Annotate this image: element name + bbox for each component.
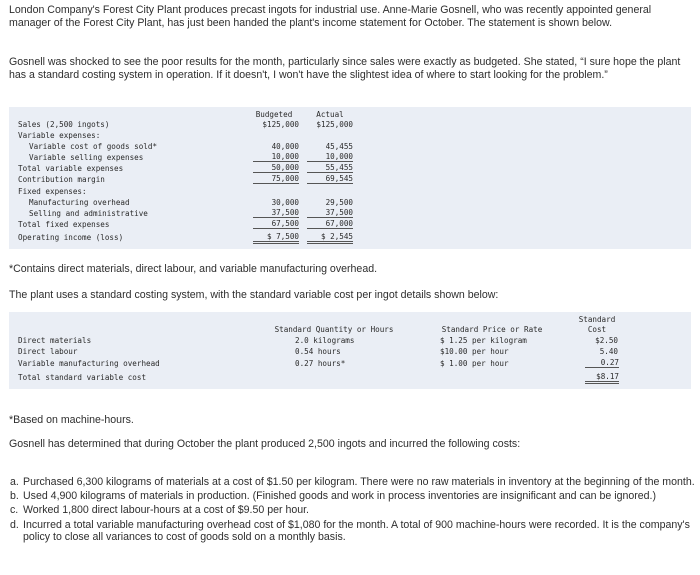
intro-paragraph-2: Gosnell was shocked to see the poor results for the month, particularly since sales were exactly as budgeted. She stated, “I sure hope the plant has a standard costing system in operation. If it doesn't, I won't have the slightest idea of where to start looking for the problem.”: [9, 56, 681, 81]
list-item-text: Used 4,900 kilograms of materials in production. (Finished goods and work in process inventories are insignificant and can be ignored.): [23, 490, 657, 503]
budgeted-variable-selling: 10,000: [253, 152, 299, 162]
quantity-direct-labour: 0.54 hours: [295, 347, 341, 356]
list-item: [10, 490, 700, 503]
row-label-variable-cogs: Variable cost of goods sold*: [29, 142, 158, 151]
budgeted-total-variable: 50,000: [253, 163, 299, 173]
list-item-text: Purchased 6,300 kilograms of materials at a cost of $1.50 per kilogram. There were no raw materials in inventory at the beginning of the month.: [23, 476, 695, 488]
row-label-manufacturing-overhead: Manufacturing overhead: [29, 198, 130, 207]
list-marker: d.: [10, 518, 19, 531]
budgeted-contribution-margin: 75,000: [253, 174, 299, 184]
row-label-contribution-margin: Contribution margin: [18, 175, 105, 184]
budgeted-manufacturing-overhead: 30,000: [271, 198, 299, 207]
col-header-cost-1: Standard: [578, 315, 616, 324]
cost-direct-materials: $2.50: [595, 336, 618, 345]
cost-items-list: [9, 476, 700, 545]
list-marker: a.: [10, 476, 19, 488]
actual-contribution-margin: 69,545: [307, 174, 353, 184]
row-label-total-fixed: Total fixed expenses: [18, 220, 110, 229]
row-label-sales: Sales (2,500 ingots): [18, 120, 110, 129]
list-item: [10, 476, 700, 488]
col-header-actual: Actual: [316, 110, 344, 119]
price-direct-materials: $ 1.25 per kilogram: [440, 336, 527, 345]
col-header-budgeted: Budgeted: [255, 110, 293, 119]
row-label-total-variable: Total variable expenses: [18, 164, 124, 173]
standard-cost-table: [9, 312, 691, 389]
actual-variable-cogs: 45,455: [325, 142, 353, 151]
row-label-variable-expenses: Variable expenses:: [18, 131, 101, 140]
row-label-total-standard: Total standard variable cost: [18, 373, 147, 382]
budgeted-variable-cogs: 40,000: [271, 142, 299, 151]
row-label-selling-admin: Selling and administrative: [29, 209, 148, 218]
actual-manufacturing-overhead: 29,500: [325, 198, 353, 207]
cost-variable-overhead: 0.27: [585, 358, 619, 368]
list-item: [10, 504, 700, 517]
footnote-contains: *Contains direct materials, direct labour, and variable manufacturing overhead.: [9, 263, 378, 275]
price-variable-overhead: $ 1.00 per hour: [440, 359, 509, 368]
row-label-variable-selling: Variable selling expenses: [29, 153, 144, 162]
actual-selling-admin: 37,500: [307, 208, 353, 218]
list-marker: b.: [10, 490, 19, 503]
list-item: [10, 518, 700, 543]
actual-variable-selling: 10,000: [307, 152, 353, 162]
col-header-price: Standard Price or Rate: [441, 325, 543, 334]
actual-sales: $125,000: [316, 120, 353, 129]
row-label-variable-overhead: Variable manufacturing overhead: [18, 359, 160, 368]
quantity-direct-materials: 2.0 kilograms: [295, 336, 355, 345]
actual-total-variable: 55,455: [307, 163, 353, 173]
price-direct-labour: $10.00 per hour: [440, 347, 509, 356]
list-item-text: Worked 1,800 direct labour-hours at a cost of $9.50 per hour.: [23, 504, 310, 517]
budgeted-operating-income: $ 7,500: [253, 232, 299, 244]
intro-paragraph-1: London Company's Forest City Plant produces precast ingots for industrial use. Anne-Marie Gosnell, who was recently appointed general manager of the Forest City Plant, has just been handed the plant's income statement for October. The statement is shown below.: [9, 4, 652, 29]
row-label-direct-labour: Direct labour: [18, 347, 78, 356]
actual-operating-income: $ 2,545: [307, 232, 353, 244]
budgeted-selling-admin: 37,500: [253, 208, 299, 218]
cost-direct-labour: 5.40: [599, 347, 618, 356]
cost-total-standard: $8.17: [585, 372, 619, 384]
budgeted-sales: $125,000: [262, 120, 299, 129]
row-label-direct-materials: Direct materials: [18, 336, 92, 345]
row-label-operating-income: Operating income (loss): [18, 233, 124, 242]
list-marker: c.: [10, 504, 19, 517]
budgeted-total-fixed: 67,500: [253, 219, 299, 229]
footnote-machine-hours: *Based on machine-hours.: [9, 414, 134, 426]
quantity-variable-overhead: 0.27 hours*: [295, 359, 346, 368]
actual-total-fixed: 67,000: [307, 219, 353, 229]
col-header-cost-2: Cost: [587, 325, 607, 334]
row-label-fixed-expenses: Fixed expenses:: [18, 187, 87, 196]
paragraph-october-costs: Gosnell has determined that during October the plant produced 2,500 ingots and incurred the following costs:: [9, 438, 521, 450]
list-item-text: Incurred a total variable manufacturing overhead cost of $1,080 for the month. A total of 900 machine-hours were recorded. It is the company's policy to close all variances to cost of goods sold on a monthly basis.: [23, 518, 690, 543]
income-statement-table: [9, 107, 691, 249]
paragraph-standard-system: The plant uses a standard costing system, with the standard variable cost per ingot details shown below:: [9, 289, 499, 301]
col-header-quantity: Standard Quantity or Hours: [274, 325, 394, 334]
